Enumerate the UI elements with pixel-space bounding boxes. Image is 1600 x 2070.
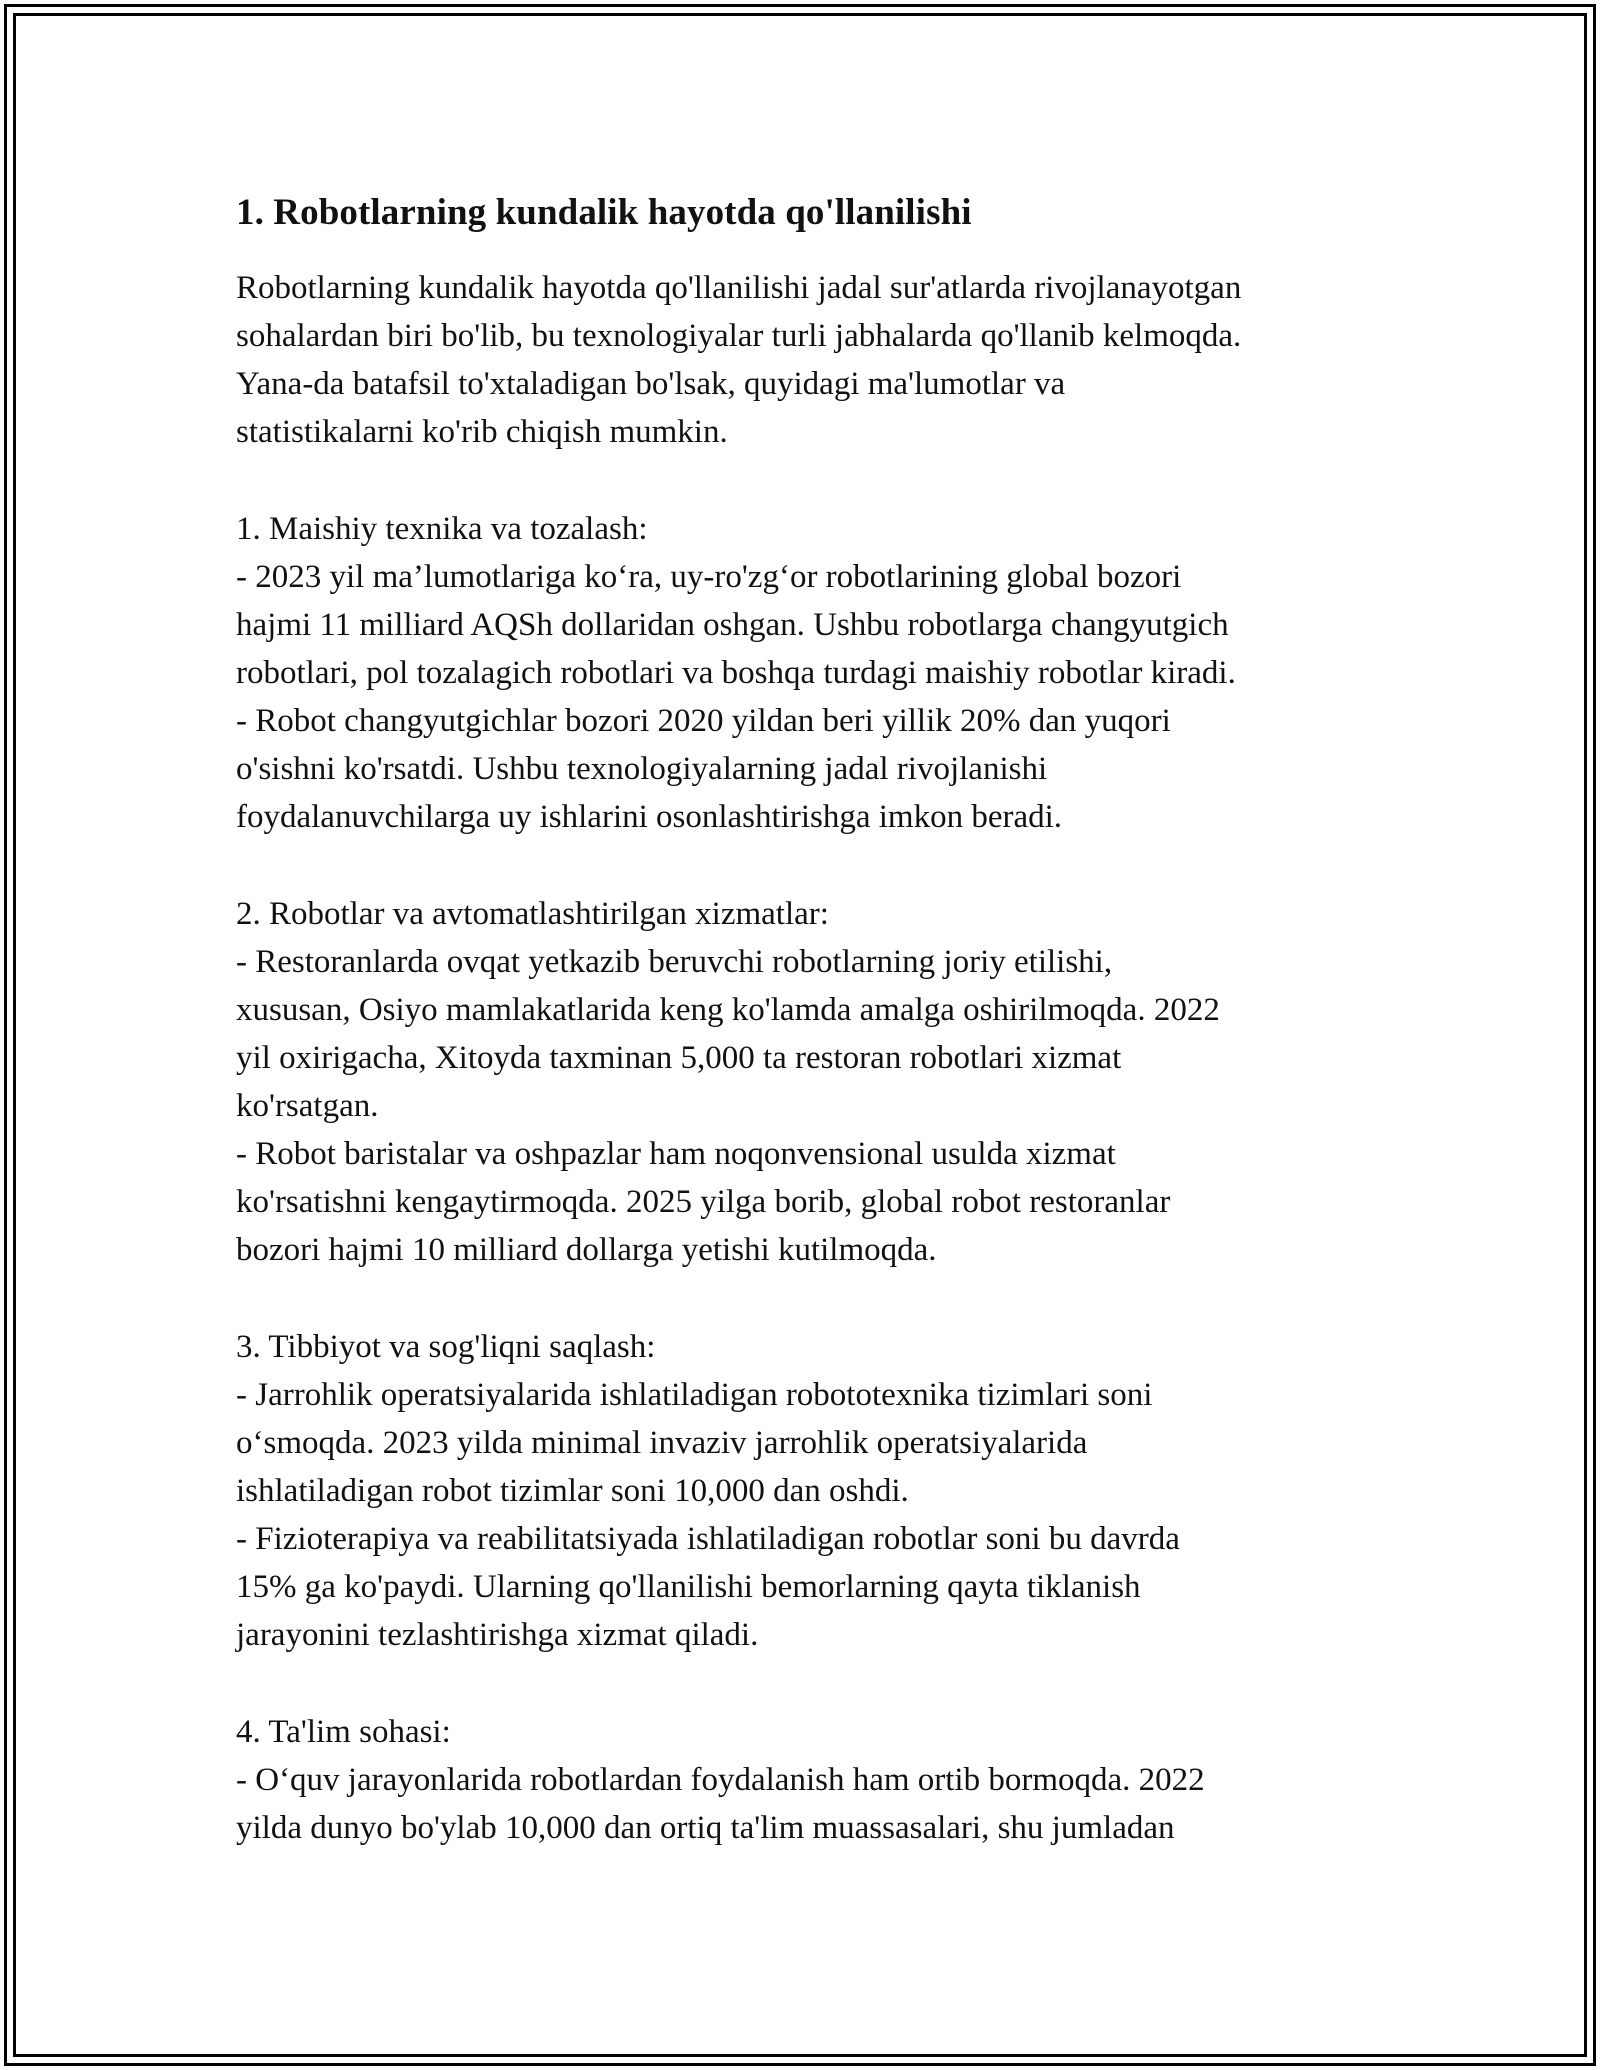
section-medicine bbox=[236, 1323, 1396, 1659]
paragraph-spacer bbox=[236, 1659, 1396, 1708]
intro-paragraph: Robotlarning kundalik hayotda qo'llanilishi jadal sur'atlarda rivojlanayotgan sohalardan biri bo'lib, bu texnologiyalar turli jabhalarda qo'llanib kelmoqda. Yana-da batafsil to'xtaladigan bo'lsak, quyidagi ma'lumotlar va statistikalarni ko'rib chiqish mumkin. bbox=[236, 270, 1242, 450]
section-bullet: - O‘quv jarayonlarida robotlardan foydalanish ham ortib bormoqda. 2022 yilda dunyo bo'ylab 10,000 dan ortiq ta'lim muassasalari, shu jumladan bbox=[236, 1762, 1205, 1846]
section-bullet: - Robot baristalar va oshpazlar ham noqonvensional usulda xizmat ko'rsatishni kengaytirmoqda. 2025 yilga borib, global robot restoranlar bozori hajmi 10 milliard dollarga yetishi kutilmoqda. bbox=[236, 1136, 1171, 1268]
section-bullet: - Robot changyutgichlar bozori 2020 yildan beri yillik 20% dan yuqori o'sishni ko'rsatdi. Ushbu texnologiyalarning jadal rivojlanishi foydalanuvchilarga uy ishlarini osonlashtirishga imkon beradi. bbox=[236, 703, 1171, 835]
section-bullet: - Fizioterapiya va reabilitatsiyada ishlatiladigan robotlar soni bu davrda 15% ga ko'paydi. Ularning qo'llanilishi bemorlarning qayta tiklanish jarayonini tezlashtirishga xizmat qiladi. bbox=[236, 1521, 1180, 1653]
section-heading: 4. Ta'lim sohasi: bbox=[236, 1714, 451, 1750]
paragraph-spacer bbox=[236, 841, 1396, 890]
document-title: 1. Robotlarning kundalik hayotda qo'llanilishi bbox=[236, 192, 972, 233]
paragraph-spacer bbox=[236, 1274, 1396, 1323]
paragraph-spacer bbox=[236, 456, 1396, 505]
section-household bbox=[236, 505, 1396, 841]
section-bullet: - 2023 yil ma’lumotlariga ko‘ra, uy-ro'zg‘or robotlarining global bozori hajmi 11 milliard AQSh dollaridan oshgan. Ushbu robotlarga changyutgich robotlari, pol tozalagich robotlari va boshqa turdagi maishiy robotlar kiradi. bbox=[236, 559, 1236, 691]
section-heading: 1. Maishiy texnika va tozalash: bbox=[236, 511, 648, 547]
section-bullet: - Jarrohlik operatsiyalarida ishlatiladigan robototexnika tizimlari soni o‘smoqda. 2023 yilda minimal invaziv jarrohlik operatsiyalarida ishlatiladigan robot tizimlar soni 10,000 dan oshdi. bbox=[236, 1377, 1153, 1509]
section-education bbox=[236, 1708, 1396, 1852]
section-heading: 2. Robotlar va avtomatlashtirilgan xizmatlar: bbox=[236, 896, 829, 932]
section-bullet: - Restoranlarda ovqat yetkazib beruvchi robotlarning joriy etilishi, xususan, Osiyo mamlakatlarida keng ko'lamda amalga oshirilmoqda. 2022 yil oxirigacha, Xitoyda taxminan 5,000 ta restoran robotlari xizmat ko'rsatgan. bbox=[236, 944, 1220, 1124]
section-heading: 3. Tibbiyot va sog'liqni saqlash: bbox=[236, 1329, 656, 1365]
document-body bbox=[236, 186, 1396, 1852]
section-services bbox=[236, 890, 1396, 1274]
